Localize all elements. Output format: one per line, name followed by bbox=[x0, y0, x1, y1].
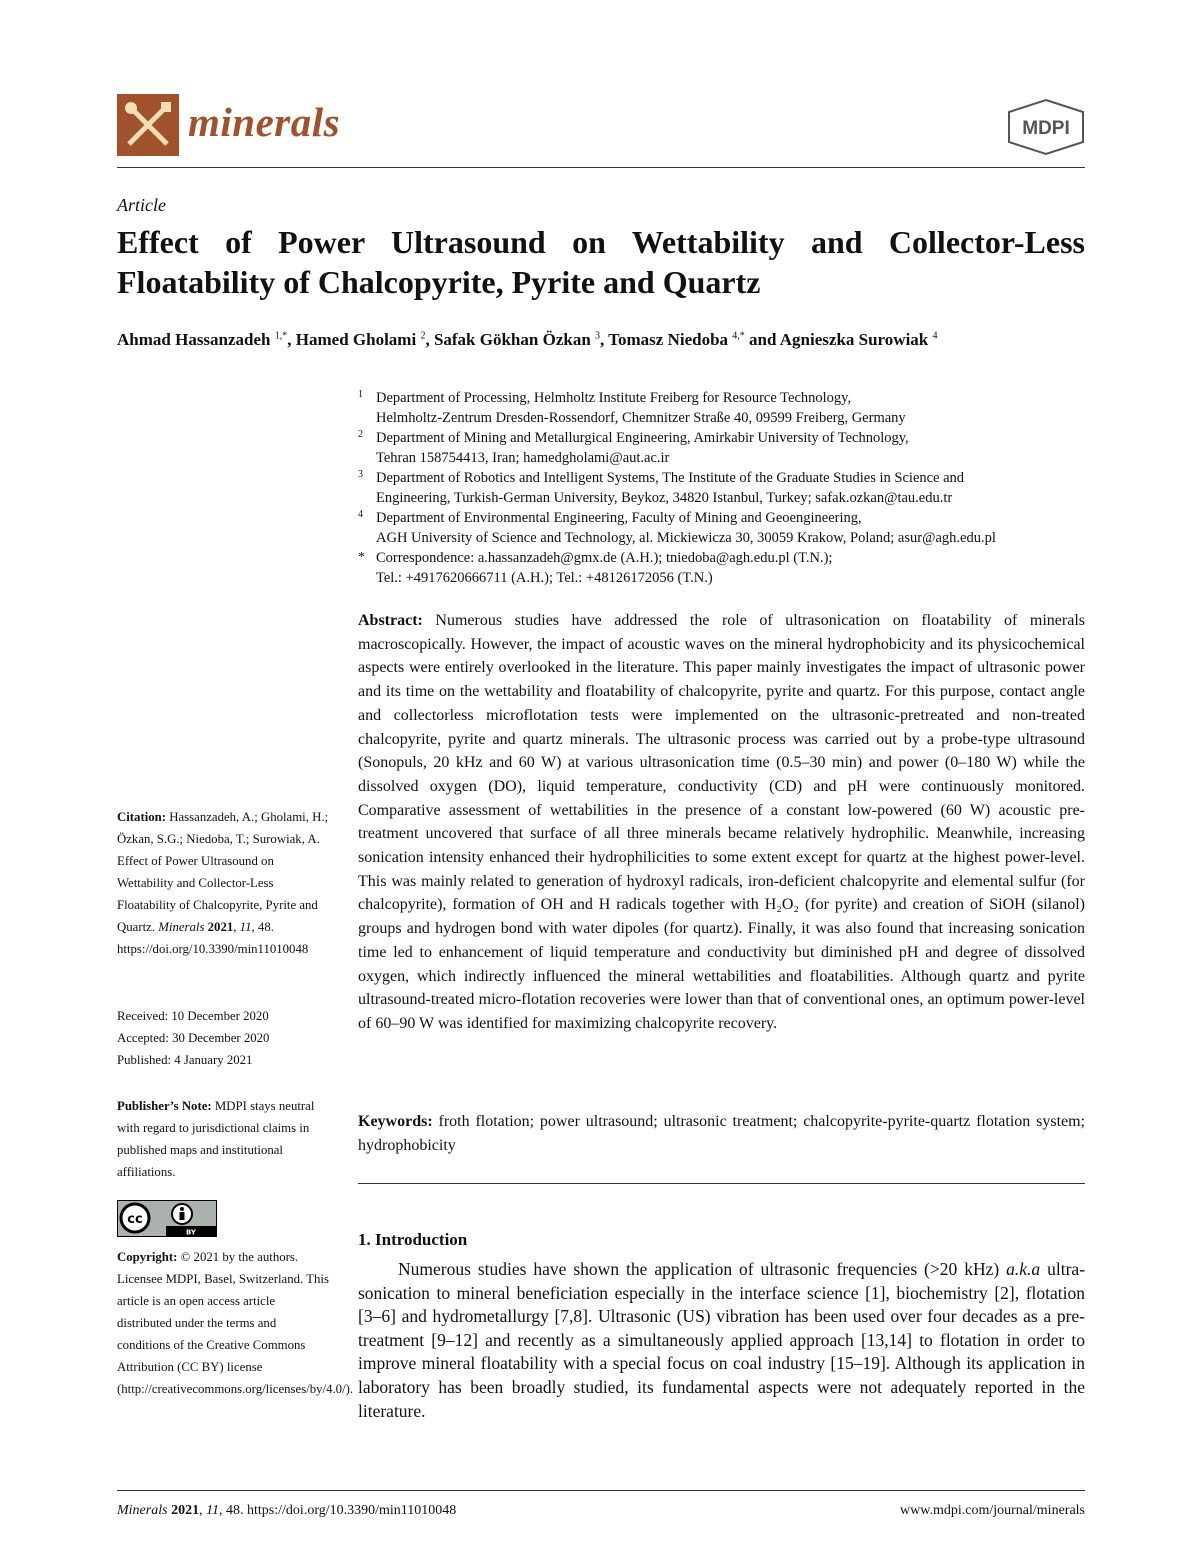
author-affiliation-mark: 4 bbox=[932, 330, 938, 342]
accepted-date: Accepted: 30 December 2020 bbox=[117, 1031, 270, 1045]
footer-divider bbox=[117, 1490, 1085, 1491]
affiliation-mark: 2 bbox=[358, 429, 363, 440]
intro-paragraph bbox=[358, 1258, 1085, 1423]
abstract-label: Abstract: bbox=[358, 612, 423, 629]
affiliation-item bbox=[358, 468, 1085, 508]
affiliation-line: Engineering, Turkish-German University, Beykoz, 34820 Istanbul, Turkey; safak.ozkan@tau.edu.tr bbox=[376, 490, 953, 506]
author-name: Tomasz Niedoba bbox=[608, 330, 729, 349]
publisher-note-text: MDPI stays neutral with regard to jurisdictional claims in published maps and institutional affiliations. bbox=[117, 1099, 315, 1179]
footer-volume: 11 bbox=[206, 1503, 220, 1518]
keywords bbox=[358, 1110, 1085, 1157]
dates-block bbox=[117, 1005, 329, 1071]
author-name: Ahmad Hassanzadeh bbox=[117, 330, 271, 349]
copyright-text: © 2021 by the authors. Licensee MDPI, Basel, Switzerland. This article is an open access article distributed under the terms and conditions of the Creative Commons Attribution (CC BY) license (http://creativecommons.org/licenses/by/4.0/). bbox=[117, 1250, 354, 1396]
author-name: Agnieszka Surowiak bbox=[779, 330, 929, 349]
affiliation-line: Department of Robotics and Intelligent Systems, The Institute of the Graduate Studies in Science and bbox=[376, 470, 965, 486]
header-divider bbox=[117, 167, 1085, 168]
affiliation-mark: 1 bbox=[358, 389, 363, 400]
author-name: Safak Gökhan Özkan bbox=[433, 330, 591, 349]
footer-journal: Minerals bbox=[117, 1503, 168, 1518]
journal-name: minerals bbox=[188, 99, 341, 145]
svg-text:cc: cc bbox=[127, 1212, 143, 1227]
intro-text-rest: ultra-sonication to mineral beneficiation especially in the interface science [1], biochemistry [2], flotation [3–6] and hydrometallurgy [7,8]. Ultrasonic (US) vibration has been used over four decades as a pre-treatment [9–12] and recently as a simultaneously applied approach [13,14] to flotation in order to improve mineral floatability with a special focus on coal industry [15–19]. Although its application in laboratory has been broadly studied, its fundamental aspects were not adequately reported in the literature. bbox=[358, 1259, 1086, 1421]
publisher-note-label: Publisher’s Note: bbox=[117, 1099, 212, 1113]
section-divider bbox=[358, 1183, 1085, 1184]
article-title: Effect of Power Ultrasound on Wettability and Collector-Less Floatability of Chalcopyrite, Pyrite and Quartz bbox=[117, 224, 1085, 300]
affiliation-item bbox=[358, 428, 1085, 468]
affiliation-mark: 3 bbox=[358, 469, 363, 480]
affiliation-line: Department of Environmental Engineering, Faculty of Mining and Geoengineering, bbox=[376, 510, 862, 526]
svg-text:BY: BY bbox=[185, 1228, 197, 1237]
affiliation-line: Department of Mining and Metallurgical Engineering, Amirkabir University of Technology, bbox=[376, 430, 909, 446]
affiliations bbox=[358, 388, 1085, 588]
correspondence-mark: * bbox=[358, 550, 365, 565]
citation-volume: 11 bbox=[239, 920, 252, 934]
publisher-note bbox=[117, 1095, 329, 1183]
footer-doi[interactable]: , 48. https://doi.org/10.3390/min11010048 bbox=[219, 1503, 457, 1518]
citation-doi[interactable]: , 48. https://doi.org/10.3390/min11010048 bbox=[117, 920, 309, 956]
citation-text: Hassanzadeh, A.; Gholami, H.; Özkan, S.G.; Niedoba, T.; Surowiak, A. Effect of Power Ultrasound on Wettability and Collector-Less Floatability of Chalcopyrite, Pyrite and Quartz. bbox=[117, 810, 329, 934]
footer-journal-url[interactable]: www.mdpi.com/journal/minerals bbox=[900, 1503, 1085, 1518]
keywords-label: Keywords: bbox=[358, 1113, 433, 1130]
citation-label: Citation: bbox=[117, 810, 167, 824]
published-date: Published: 4 January 2021 bbox=[117, 1053, 253, 1067]
intro-aka: a.k.a bbox=[1006, 1259, 1041, 1279]
affiliation-item bbox=[358, 508, 1085, 548]
author-affiliation-mark: 2 bbox=[420, 330, 426, 342]
article-type: Article bbox=[117, 195, 166, 215]
author-name: Hamed Gholami bbox=[295, 330, 417, 349]
keywords-text: froth flotation; power ultrasound; ultrasonic treatment; chalcopyrite-pyrite-quartz flotation system; hydrophobicity bbox=[358, 1113, 1086, 1154]
copyright-label: Copyright: bbox=[117, 1250, 178, 1264]
affiliation-mark: 4 bbox=[358, 509, 363, 520]
citation-block: Citation: Hassanzadeh, A.; Gholami, H.; Özkan, S.G.; Niedoba, T.; Surowiak, A. Effect of Power Ultrasound on Wettability and Collector-Less Floatability of Chalcopyrite, Pyrite and Quartz. Minerals 2021, 11, 48. https://doi.org/10.3390/min11010048 bbox=[117, 810, 329, 956]
received-date: Received: 10 December 2020 bbox=[117, 1009, 269, 1023]
citation-year: 2021 bbox=[207, 920, 234, 934]
mdpi-logo-text: MDPI bbox=[1022, 118, 1070, 139]
abstract bbox=[358, 609, 1085, 1036]
intro-text-start: Numerous studies have shown the application of ultrasonic frequencies (>20 kHz) bbox=[398, 1259, 1000, 1279]
affiliation-line: Department of Processing, Helmholtz Institute Freiberg for Resource Technology, bbox=[376, 390, 852, 406]
affiliation-line: Helmholtz-Zentrum Dresden-Rossendorf, Chemnitzer Straße 40, 09599 Freiberg, Germany bbox=[376, 410, 906, 426]
footer-citation: Minerals 2021, 11, 48. https://doi.org/10.3390/min11010048 bbox=[117, 1503, 457, 1518]
copyright-block bbox=[117, 1246, 354, 1400]
citation-journal: Minerals bbox=[158, 920, 205, 934]
author-affiliation-mark: 4,* bbox=[732, 330, 745, 342]
cc-by-badge-icon[interactable] bbox=[117, 1200, 217, 1237]
correspondence-line: Correspondence: a.hassanzadeh@gmx.de (A.H.); tniedoba@agh.edu.pl (T.N.); bbox=[376, 550, 833, 566]
author-affiliation-mark: 1,* bbox=[274, 330, 288, 342]
mdpi-logo-icon bbox=[1005, 98, 1087, 156]
correspondence-item bbox=[358, 548, 1085, 588]
affiliation-line: AGH University of Science and Technology, al. Mickiewicza 30, 30059 Krakow, Poland; asur@agh.edu.pl bbox=[376, 530, 996, 546]
abstract-text: Numerous studies have addressed the role of ultrasonication on floatability of minerals macroscopically. However, the impact of acoustic waves on the mineral hydrophobicity and its physicochemical aspects were entirely overlooked in the literature. This paper mainly investigates the impact of ultrasonic power and its time on the wettability and floatability of chalcopyrite, pyrite and quartz. For this purpose, contact angle and collectorless microflotation tests were implemented on the ultrasonic-pretreated and non-treated chalcopyrite, pyrite and quartz minerals. The ultrasonic process was carried out by a probe-type ultrasound (Sonopuls, 20 kHz and 60 W) at various ultrasonication time (0.5–30 min) and power (0–180 W) while the dissolved oxygen (DO), liquid temperature, conductivity (CD) and pH were continuously monitored. Comparative assessment of wettabilities in the presence of a constant low-powered (60 W) acoustic pre-treatment uncovered that surface of all three minerals became relatively hydrophilic. Meanwhile, increasing sonication intensity enhanced their hydrophilicities to some extent except for quartz at the highest power-level. This was mainly related to generation of hydroxyl radicals, iron-deficient chalcopyrite and elemental sulfur (for chalcopyrite), formation of OH and H radicals together with H₂O₂ (for pyrite) and creation of SiOH (silanol) groups and hydrogen bond with water dipoles (for quartz). Finally, it was also found that increasing sonication time led to enhancement of liquid temperature and conductivity but diminished pH and degree of dissolved oxygen, which indirectly influenced the mineral wettabilities and floatabilities. Although quartz and pyrite ultrasound-treated micro-flotation recoveries were lower than that of conventional ones, an optimum power-level of 60–90 W was identified for maximizing chalcopyrite recovery. bbox=[358, 612, 1086, 1032]
affiliation-item bbox=[358, 388, 1085, 428]
author-list: Ahmad Hassanzadeh $^{1,*}$, Hamed Gholami $^2$, Safak Gökhan Özkan $^3$, Tomasz Niedoba $^{4,*}$ and Agnieszka Surowiak $^4$ bbox=[117, 330, 938, 349]
section-heading: 1. Introduction bbox=[358, 1230, 468, 1249]
journal-logo-icon bbox=[117, 94, 179, 156]
footer-year: 2021 bbox=[171, 1503, 200, 1518]
affiliation-line: Tehran 158754413, Iran; hamedgholami@aut.ac.ir bbox=[376, 450, 670, 466]
correspondence-line: Tel.: +4917620666711 (A.H.); Tel.: +48126172056 (T.N.) bbox=[376, 570, 713, 586]
author-affiliation-mark: 3 bbox=[595, 330, 601, 342]
